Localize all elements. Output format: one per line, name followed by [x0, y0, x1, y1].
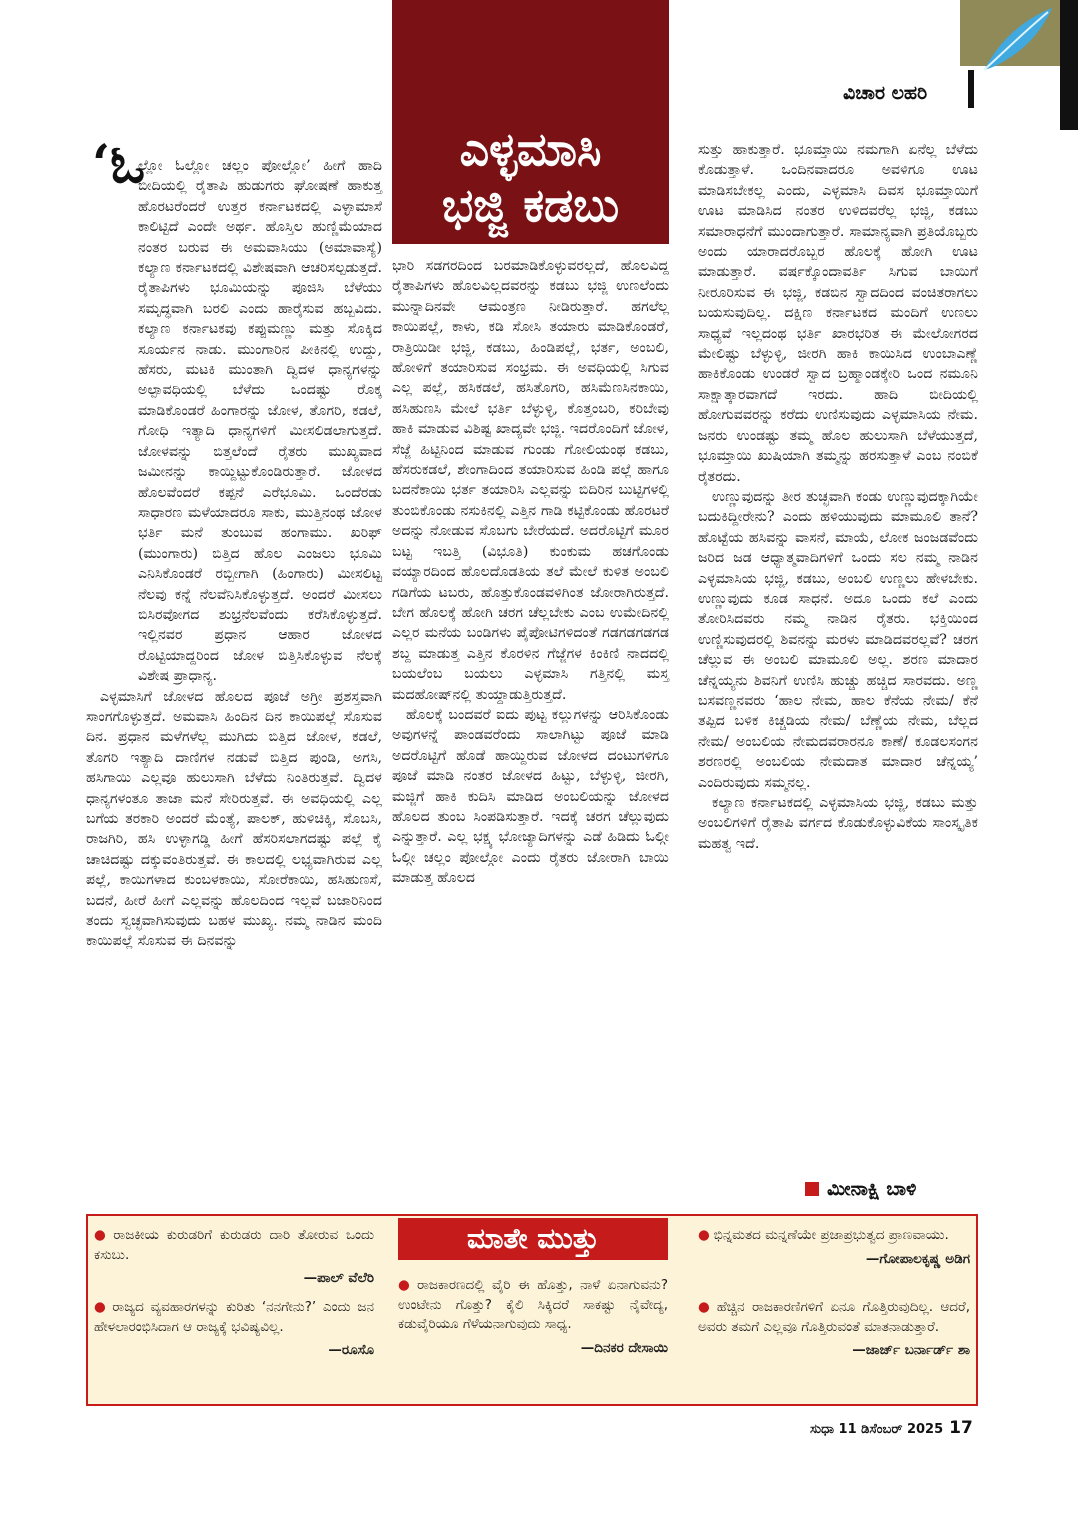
issue-info: ಸುಧಾ 11 ಡಿಸೆಂಬರ್ 2025 [810, 1422, 944, 1437]
quote-item [698, 1226, 970, 1269]
quote-item [698, 1298, 970, 1361]
quote-text: ರಾಜಕಾರಣದಲ್ಲಿ ವೈರಿ ಈ ಹೊತ್ತು, ನಾಳೆ ಏನಾಗುವನು? ಉಂಟೇನು ಗೊತ್ತು? ಕೈಲಿ ಸಿಕ್ಕಿದರೆ ಸಾಕಷ್ಟು ನೈವೇದ್ಯ, ಕಡುವೈರಿಯೂ ಗೆಳೆಯನಾಗುವುದು ಸಾಧ್ಯ. [398, 1277, 669, 1333]
section-corner-decoration [960, 0, 1068, 66]
byline-square-icon [805, 1182, 819, 1196]
paragraph: ಲ್ಲೋ ಓಲ್ಲೋ ಚಲ್ಲಂ ಪೋಲ್ಲೋ’ ಹೀಗೆ ಹಾದಿ ಬೀದಿಯಲ್ಲಿ ರೈತಾಪಿ ಹುಡುಗರು ಘೋಷಣೆ ಹಾಕುತ್ತ ಹೊರಟರೆಂದರೆ ಉತ್ತರ ಕರ್ನಾಟಕದಲ್ಲಿ ಎಳ್ಳಾಮಾಸೆ ಕಾಲಿಟ್ಟಿದೆ ಎಂದೇ ಅರ್ಥ. ಹೊಸ್ತಿಲ ಹುಣ್ಣಿಮೆಯಾದ ನಂತರ ಬರುವ ಈ ಅಮವಾಸಿಯು (ಅಮಾವಾಸ್ಯೆ) ಕಲ್ಯಾಣ ಕರ್ನಾಟಕದಲ್ಲಿ ವಿಶೇಷವಾಗಿ ಆಚರಿಸಲ್ಪಡುತ್ತದೆ. ರೈತಾಪಿಗಳು ಭೂಮಿಯನ್ನು ಪೂಜಿಸಿ ಬೆಳೆಯು ಸಮೃದ್ಧವಾಗಿ ಬರಲಿ ಎಂದು ಹಾರೈಸುವ ಹಬ್ಬವಿದು. ಕಲ್ಯಾಣ ಕರ್ನಾಟಕವು ಕಪ್ಪುಮಣ್ಣು ಮತ್ತು ಸೊಕ್ಕಿದ ಸೂರ್ಯನ ನಾಡು. ಮುಂಗಾರಿನ ಪೀಕಿನಲ್ಲಿ ಉದ್ದು, ಹೆಸರು, ಮಟಕಿ ಮುಂತಾಗಿ ದ್ವಿದಳ ಧಾನ್ಯಗಳನ್ನು ಅಲ್ಪಾವಧಿಯಲ್ಲಿ ಬೆಳೆದು ಒಂದಷ್ಟು ರೊಕ್ಕ ಮಾಡಿಕೊಂಡರೆ ಹಿಂಗಾರನ್ನು ಜೋಳ, ತೊಗರಿ, ಕಡಲೆ, ಗೋಧಿ ಇತ್ಯಾದಿ ಧಾನ್ಯಗಳಿಗೆ ಮೀಸಲಿಡಲಾಗುತ್ತದೆ. ಜೋಳವನ್ನು ಬಿತ್ತಲೆಂದೆ ರೈತರು ಮುಖ್ಯವಾದ ಜಮೀನನ್ನು ಕಾಯ್ದಿಟ್ಟುಕೊಂಡಿರುತ್ತಾರೆ. ಜೋಳದ ಹೊಲವೆಂದರೆ ಕಪ್ಪನೆ ಎರೆಭೂಮಿ. ಒಂದೆರಡು ಸಾಧಾರಣ ಮಳೆಯಾದರೂ ಸಾಕು, ಮುತ್ತಿನಂಥ ಜೋಳ ಭರ್ತಿ ಮನೆ ತುಂಬುವ ಹಂಗಾಮು. ಖರಿಫ್ (ಮುಂಗಾರು) ಬಿತ್ತಿದ ಹೊಲ ಎಂಜಲು ಭೂಮಿ ಎನಿಸಿಕೊಂಡರೆ ರಬ್ಬೀಗಾಗಿ (ಹಿಂಗಾರು) ಮೀಸಲಿಟ್ಟ ನೆಲವು ಕನ್ನೆ ನೆಲವೆನಿಸಿಕೊಳ್ಳುತ್ತದೆ. ಅಂದರೆ ಮೀಸಲು ಬಿಸಿರವೋಗದ ಶುಭ್ರನೆಲವೆಂದು ಕರೆಸಿಕೊಳ್ಳುತ್ತದೆ. ಇಲ್ಲಿನವರ ಪ್ರಧಾನ ಆಹಾರ ಜೋಳದ ರೊಟ್ಟಿಯಾದ್ದರಿಂದ ಜೋಳ ಬಿತ್ತಿಸಿಕೊಳ್ಳುವ ನೆಲಕ್ಕೆ ವಿಶೇಷ ಪ್ರಾಧಾನ್ಯ. [138, 158, 382, 685]
quote-author: —ಪಾಲ್ ವೆಲೆರಿ [303, 1270, 374, 1287]
quote-text: ಹೆಚ್ಚಿನ ರಾಜಕಾರಣಿಗಳಿಗೆ ಏನೂ ಗೊತ್ತಿರುವುದಿಲ್ಲ. ಆದರೆ, ಅವರು ತಮಗೆ ಎಲ್ಲವೂ ಗೊತ್ತಿರುವಂತೆ ಮಾತನಾಡುತ್ತಾರೆ. [698, 1299, 970, 1335]
drop-cap: ‘ಓ [92, 134, 146, 195]
section-label: ವಿಚಾರ ಲಹರಿ [843, 82, 928, 104]
quote-item [94, 1298, 374, 1361]
bullet-icon: ● [698, 1227, 710, 1243]
quote-text: ರಾಜಕೀಯ ಕುರುಡರಿಗೆ ಕುರುಡರು ದಾರಿ ತೋರುವ ಒಂದು ಕಸುಬು. [94, 1227, 375, 1263]
bullet-icon: ● [698, 1299, 713, 1315]
quote-author: —ಗೋಪಾಲಕೃಷ್ಣ ಅಡಿಗ [865, 1250, 970, 1267]
headline-box [392, 0, 669, 244]
paragraph: ಕಲ್ಯಾಣ ಕರ್ನಾಟಕದಲ್ಲಿ ಎಳ್ಳಮಾಸಿಯ ಭಜ್ಜಿ, ಕಡಬು ಮತ್ತು ಅಂಬಲಿಗಳಿಗೆ ರೈತಾಪಿ ವರ್ಗದ ಕೊಡುಕೊಳ್ಳುವಿಕೆಯ ಸಾಂಸ್ಕೃತಿಕ ಮಹತ್ವ ಇದೆ. [698, 795, 978, 852]
feather-icon [978, 4, 1058, 74]
article-column-2 [392, 256, 669, 889]
quote-text: ಭಿನ್ನಮತದ ಮನ್ನಣೆಯೇ ಪ್ರಜಾಪ್ರಭುತ್ವದ ಪ್ರಾಣವಾಯು. [713, 1227, 949, 1243]
paragraph: ಭಾರಿ ಸಡಗರದಿಂದ ಬರಮಾಡಿಕೊಳ್ಳುವರಲ್ಲದೆ, ಹೊಲವಿದ್ದ ರೈತಾಪಿಗಳು ಹೊಲವಿಲ್ಲದವರನ್ನು ಕಡಬು ಭಜ್ಜಿ ಉಣಲೆಂದು ಮುನ್ನಾದಿನವೇ ಆಮಂತ್ರಣ ನೀಡಿರುತ್ತಾರೆ. ಹಗಲೆಲ್ಲ ಕಾಯಿಪಲ್ಲೆ, ಕಾಳು, ಕಡಿ ಸೋಸಿ ತಯಾರು ಮಾಡಿಕೊಂಡರೆ, ರಾತ್ರಿಯಿಡೀ ಭಜ್ಜಿ, ಕಡಬು, ಹಿಂಡಿಪಲ್ಲೆ, ಭರ್ತ, ಅಂಬಲಿ, ಹೋಳಿಗೆ ತಯಾರಿಸುವ ಸಂಭ್ರಮ. ಈ ಅವಧಿಯಲ್ಲಿ ಸಿಗುವ ಎಲ್ಲ ಪಲ್ಲೆ, ಹಸಿಕಡಲೆ, ಹಸಿತೊಗರಿ, ಹಸಿಮೆಣಸಿನಕಾಯಿ, ಹಸಿಹುಣಸಿ ಮೇಲೆ ಭರ್ತಿ ಬೆಳ್ಳುಳ್ಳಿ, ಕೊತ್ತಂಬರಿ, ಕರಿಬೇವು ಹಾಕಿ ಮಾಡುವ ವಿಶಿಷ್ಟ ಖಾದ್ಯವೇ ಭಜ್ಜಿ. ಇದರೊಂದಿಗೆ ಜೋಳ, ಸೆಜ್ಜೆ ಹಿಟ್ಟಿನಿಂದ ಮಾಡುವ ಗುಂಡು ಗೋಲಿಯಂಥ ಕಡಬು, ಹೆಸರುಕಡಲೆ, ಶೇಂಗಾದಿಂದ ತಯಾರಿಸುವ ಹಿಂಡಿ ಪಲ್ಲೆ ಹಾಗೂ ಬದನೆಕಾಯಿ ಭರ್ತ ತಯಾರಿಸಿ ಎಲ್ಲವನ್ನು ಬಿದಿರಿನ ಬುಟ್ಟಿಗಳಲ್ಲಿ ತುಂಬಿಕೊಂಡು ನಸುಕಿನಲ್ಲಿ ಎತ್ತಿನ ಗಾಡಿ ಕಟ್ಟಿಕೊಂಡು ಹೊರಟರೆ ಅದನ್ನು ನೋಡುವ ಸೊಬಗು ಬೇರೆಯದೆ. ಅದರೊಟ್ಟಿಗೆ ಮೂರ ಬಟ್ಟ ಇಬತ್ತಿ (ವಿಭೂತಿ) ಕುಂಕುಮ ಹಚಗೊಂಡು ವಯ್ಯಾರದಿಂದ ಹೊಲದೊಡತಿಯ ತಲೆ ಮೇಲೆ ಕುಳಿತ ಅಂಬಲಿ ಗಡಿಗೆಯ ಟಬರು, ಹೊತ್ತುಕೊಂಡವಳಿಗಿಂತ ಜೋರಾಗಿರುತ್ತದೆ. ಬೇಗ ಹೊಲಕ್ಕೆ ಹೋಗಿ ಚರಗ ಚೆಲ್ಲಬೇಕು ಎಂಬ ಉಮೇದಿನಲ್ಲಿ ಎಲ್ಲರ ಮನೆಯ ಬಂಡಿಗಳು ಪೈಪೋಟಿಗಳಿದಂತೆ ಗಡಗಡಗಡಗಡ ಶಬ್ದ ಮಾಡುತ್ತ ಎತ್ತಿನ ಕೊರಳಿನ ಗೆಜ್ಜೆಗಳ ಕಿಂಕಿಣಿ ನಾದದಲ್ಲಿ ಬಯಲೆಂಬ ಬಯಲು ಎಳ್ಳಮಾಸಿ ಗತ್ತಿನಲ್ಲಿ ಮಸ್ತ ಮದಹೋಷ್‌ನಲ್ಲಿ ತುಯ್ದಾಡುತ್ತಿರುತ್ತದೆ. [392, 258, 669, 703]
page-edge-bar [1060, 0, 1078, 130]
quote-item [94, 1226, 374, 1289]
page-number: 17 [949, 1418, 973, 1438]
author-byline [805, 1178, 916, 1200]
quote-text: ರಾಜ್ಯದ ವ್ಯವಹಾರಗಳನ್ನು ಕುರಿತು ‘ನನಗೇನು?’ ಎಂದು ಜನ ಹೇಳಲಾರಂಭಿಸಿದಾಗ ಆ ರಾಜ್ಯಕ್ಕೆ ಭವಿಷ್ಯವಿಲ್ಲ. [94, 1299, 374, 1335]
quote-author: —ಜಾರ್ಜ್ ಬರ್ನಾರ್ಡ್ ಶಾ [852, 1342, 970, 1359]
section-rule [968, 70, 974, 108]
bullet-icon: ● [94, 1227, 110, 1243]
paragraph: ಸುತ್ತು ಹಾಕುತ್ತಾರೆ. ಭೂಮ್ತಾಯಿ ನಮಗಾಗಿ ಏನೆಲ್ಲ ಬೆಳೆದು ಕೊಡುತ್ತಾಳೆ. ಒಂದಿನವಾದರೂ ಅವಳಿಗೂ ಊಟ ಮಾಡಿಸಬೇಕಲ್ಲ ಎಂದು, ಎಳ್ಳಮಾಸಿ ದಿವಸ ಭೂಮ್ತಾಯಿಗೆ ಊಟ ಮಾಡಿಸಿದ ನಂತರ ಉಳಿದವರೆಲ್ಲ ಭಜ್ಜಿ, ಕಡಬು ಸಮಾರಾಧನೆಗೆ ಮುಂದಾಗುತ್ತಾರೆ. ಸಾಮಾನ್ಯವಾಗಿ ಪ್ರತಿಯೊಬ್ಬರು ಅಂದು ಯಾರಾದರೊಬ್ಬರ ಹೊಲಕ್ಕೆ ಹೋಗಿ ಊಟ ಮಾಡುತ್ತಾರೆ. ವರ್ಷಕ್ಕೊಂದಾವರ್ತಿ ಸಿಗುವ ಬಾಯಿಗೆ ನೀರೂರಿಸುವ ಈ ಭಜ್ಜಿ, ಕಡಬಿನ ಸ್ವಾದದಿಂದ ವಂಚಿತರಾಗಲು ಬಯಸುವುದಿಲ್ಲ. ದಕ್ಷಿಣ ಕರ್ನಾಟಕದ ಮಂದಿಗೆ ಉಣಲು ಸಾಧ್ಯವೆ ಇಲ್ಲದಂಥ ಭರ್ತಿ ಖಾರಭರಿತ ಈ ಮೇಲೋಗರದ ಮೇಲಿಷ್ಟು ಬೆಳ್ಳುಳ್ಳಿ, ಜೀರಗಿ ಹಾಕಿ ಕಾಯಿಸಿದ ಉಂಬಾಎಣ್ಣೆ ಹಾಕಿಕೊಂಡು ಉಂಡರೆ ಸ್ವಾದ ಬ್ರಹ್ಮಾಂಡಕ್ಕೇರಿ ಒಂದ ನಮೂನಿ ಸಾಕ್ಷಾತ್ಕಾರವಾಗದೆ ಇರದು. ಹಾದಿ ಬೀದಿಯಲ್ಲಿ ಹೋಗುವವರನ್ನು ಕರೆದು ಉಣಿಸುವುದು ಎಳ್ಳಮಾಸಿಯ ನೇಮ. ಜನರು ಉಂಡಷ್ಟು ತಮ್ಮ ಹೊಲ ಹುಲುಸಾಗಿ ಬೆಳೆಯುತ್ತದೆ, ಭೂಮ್ತಾಯಿ ಖುಷಿಯಾಗಿ ತಮ್ಮನ್ನು ಹರಸುತ್ತಾಳೆ ಎಂಬ ನಂಬಿಕೆ ರೈತರದು. [698, 142, 978, 485]
headline-line-2: ಭಜ್ಜಿ ಕಡಬು [441, 178, 620, 232]
article-column-3 [698, 140, 978, 854]
paragraph: ಎಳ್ಳಮಾಸಿಗೆ ಜೋಳದ ಹೊಲದ ಪೂಜೆ ಅಗ್ರೀ ಪ್ರಶಸ್ತವಾಗಿ ಸಾಂಗಗೊಳ್ಳುತ್ತದೆ. ಅಮವಾಸಿ ಹಿಂದಿನ ದಿನ ಕಾಯಿಪಲ್ಲೆ ಸೊಸುವ ದಿನ. ಪ್ರಧಾನ ಮಳೆಗಳೆಲ್ಲ ಮುಗಿದು ಬಿತ್ತಿದ ಜೋಳ, ಕಡಲೆ, ತೊಗರಿ ಇತ್ಯಾದಿ ದಾಣಿಗಳ ನಡುವೆ ಬಿತ್ತಿದ ಪುಂಡಿ, ಅಗಸಿ, ಹಸಿಗಾಯಿ ಎಲ್ಲವೂ ಹುಲುಸಾಗಿ ಬೆಳೆದು ನಿಂತಿರುತ್ತವೆ. ದ್ವಿದಳ ಧಾನ್ಯಗಳಂತೂ ತಾಜಾ ಮನೆ ಸೇರಿರುತ್ತವೆ. ಈ ಅವಧಿಯಲ್ಲಿ ಎಲ್ಲ ಬಗೆಯ ತರಕಾರಿ ಅಂದರೆ ಮೆಂತ್ಯೆ, ಪಾಲಕ್, ಹುಳಿಚಿಕ್ಕಿ, ಸೊಬಸಿ, ರಾಜಗಿರಿ, ಹಸಿ ಉಳ್ಳಾಗಡ್ಡಿ ಹೀಗೆ ಹೆಸರಿಸಲಾಗದಷ್ಟು ಪಲ್ಲೆ ಕೈ ಚಾಚಿದಷ್ಟು ದಕ್ಕುವಂತಿರುತ್ತವೆ. ಈ ಕಾಲದಲ್ಲಿ ಲಭ್ಯವಾಗಿರುವ ಎಲ್ಲ ಪಲ್ಲೆ, ಕಾಯಿಗಳಾದ ಕುಂಬಳಕಾಯಿ, ಸೋರೆಕಾಯಿ, ಹಸಿಹುಣಸೆ, ಬದನೆ, ಹೀರೆ ಹೀಗೆ ಎಲ್ಲವನ್ನು ಹೊಲದಿಂದ ಇಲ್ಲವೆ ಬಜಾರಿನಿಂದ ತಂದು ಸ್ವಚ್ಛವಾಗಿಸುವುದು ಬಹಳ ಮುಖ್ಯ. ನಮ್ಮ ನಾಡಿನ ಮಂದಿ ಕಾಯಿಪಲ್ಲೆ ಸೊಸುವ ಈ ದಿನವನ್ನು [86, 688, 382, 950]
quote-author: —ದಿನಕರ ದೇಸಾಯಿ [580, 1339, 668, 1356]
bullet-icon: ● [94, 1299, 109, 1315]
author-name: ಮೀನಾಕ್ಷಿ ಬಾಳಿ [827, 1178, 917, 1200]
paragraph: ಹೊಲಕ್ಕೆ ಬಂದವರೆ ಐದು ಪುಟ್ಟ ಕಲ್ಲುಗಳನ್ನು ಆರಿಸಿಕೊಂಡು ಅವುಗಳನ್ನೆ ಪಾಂಡವರೆಂದು ಸಾಲಾಗಿಟ್ಟು ಪೂಜೆ ಮಾಡಿ ಅದರೊಟ್ಟಿಗೆ ಹೊಡೆ ಹಾಯ್ದಿರುವ ಜೋಳದ ದಂಟುಗಳಿಗೂ ಪೂಜೆ ಮಾಡಿ ನಂತರ ಜೋಳದ ಹಿಟ್ಟು, ಬೆಳ್ಳುಳ್ಳಿ, ಜೀರಗಿ, ಮಜ್ಜಿಗೆ ಹಾಕಿ ಕುದಿಸಿ ಮಾಡಿದ ಅಂಬಲಿಯನ್ನು ಜೋಳದ ಹೊಲದ ತುಂಬ ಸಿಂಪಡಿಸುತ್ತಾರೆ. ಇದಕ್ಕೆ ಚರಗ ಚೆಲ್ಲುವುದು ಎನ್ನುತ್ತಾರೆ. ಎಲ್ಲ ಭಕ್ಷ್ಯ ಭೋಜ್ಯಾದಿಗಳನ್ನು ಎಡೆ ಹಿಡಿದು ಓಲ್ಗೀ ಓಲ್ಗೀ ಚಲ್ಲಂ ಪೋಲ್ಗೋ ಎಂದು ರೈತರು ಜೋರಾಗಿ ಬಾಯಿ ಮಾಡುತ್ತ ಹೊಲದ [392, 706, 669, 887]
bullet-icon: ● [398, 1277, 413, 1293]
quote-item [398, 1276, 668, 1358]
paragraph: ಉಣ್ಣುವುದನ್ನು ತೀರ ತುಚ್ಛವಾಗಿ ಕಂಡು ಉಣ್ಣುವುದಕ್ಕಾಗಿಯೇ ಬದುಕಿದ್ದೀರೇನು? ಎಂದು ಹಳಿಯುವುದು ಮಾಮೂಲಿ ತಾನೆ? ಹೊಟ್ಟೆಯ ಹಸಿವನ್ನು ವಾಸನೆ, ಮಾಯೆ, ಲೋಕ ಜಂಜಡವೆಂದು ಜರಿದ ಜಡ ಆಧ್ಯಾತ್ಮವಾದಿಗಳಿಗೆ ಒಂದು ಸಲ ನಮ್ಮ ನಾಡಿನ ಎಳ್ಳಮಾಸಿಯ ಭಜ್ಜಿ, ಕಡಬು, ಅಂಬಲಿ ಉಣ್ಣಲು ಹೇಳಬೇಕು. ಉಣ್ಣುವುದು ಕೂಡ ಸಾಧನೆ. ಅದೂ ಒಂದು ಕಲೆ ಎಂದು ತೋರಿಸಿದವರು ನಮ್ಮ ನಾಡಿನ ರೈತರು. ಭಕ್ತಿಯಿಂದ ಉಣ್ಣಿಸುವುದರಲ್ಲಿ ಶಿವನನ್ನು ಮರಳು ಮಾಡಿದವರಲ್ಲವೆ? ಚರಗ ಚೆಲ್ಲುವ ಈ ಅಂಬಲಿ ಮಾಮೂಲಿ ಅಲ್ಲ. ಶರಣ ಮಾದಾರ ಚೆನ್ನಯ್ಯನು ಶಿವನಿಗೆ ಉಣಿಸಿ ಹುಚ್ಚು ಹಚ್ಚಿದ ಸಾರವದು. ಅಣ್ಣ ಬಸವಣ್ಣನವರು ‘ಹಾಲ ನೇಮ, ಹಾಲ ಕೆನೆಯ ನೇಮ/ ಕೆನೆ ತಪ್ಪಿದ ಬಳಿಕ ಕಿಚ್ಚಡಿಯ ನೇಮ/ ಬೆಣ್ಣೆಯ ನೇಮ, ಬೆಲ್ಲದ ನೇಮ/ ಅಂಬಲಿಯ ನೇಮದವರಾರನೂ ಕಾಣೆ/ ಕೂಡಲಸಂಗನ ಶರಣರಲ್ಲಿ ಅಂಬಲಿಯ ನೇಮದಾತ ಮಾದಾರ ಚೆನ್ನಯ್ಯ’ ಎಂದಿರುವುದು ಸಮ್ಮನಲ್ಲ. [698, 488, 978, 791]
quote-author: —ರೂಸೊ [328, 1342, 374, 1359]
headline-line-1: ಎಳ್ಳಮಾಸಿ [459, 122, 602, 176]
article-column-1 [86, 156, 382, 952]
page-footer [810, 1418, 973, 1438]
quotes-box-title: ಮಾತೇ ಮುತ್ತು [398, 1218, 668, 1260]
